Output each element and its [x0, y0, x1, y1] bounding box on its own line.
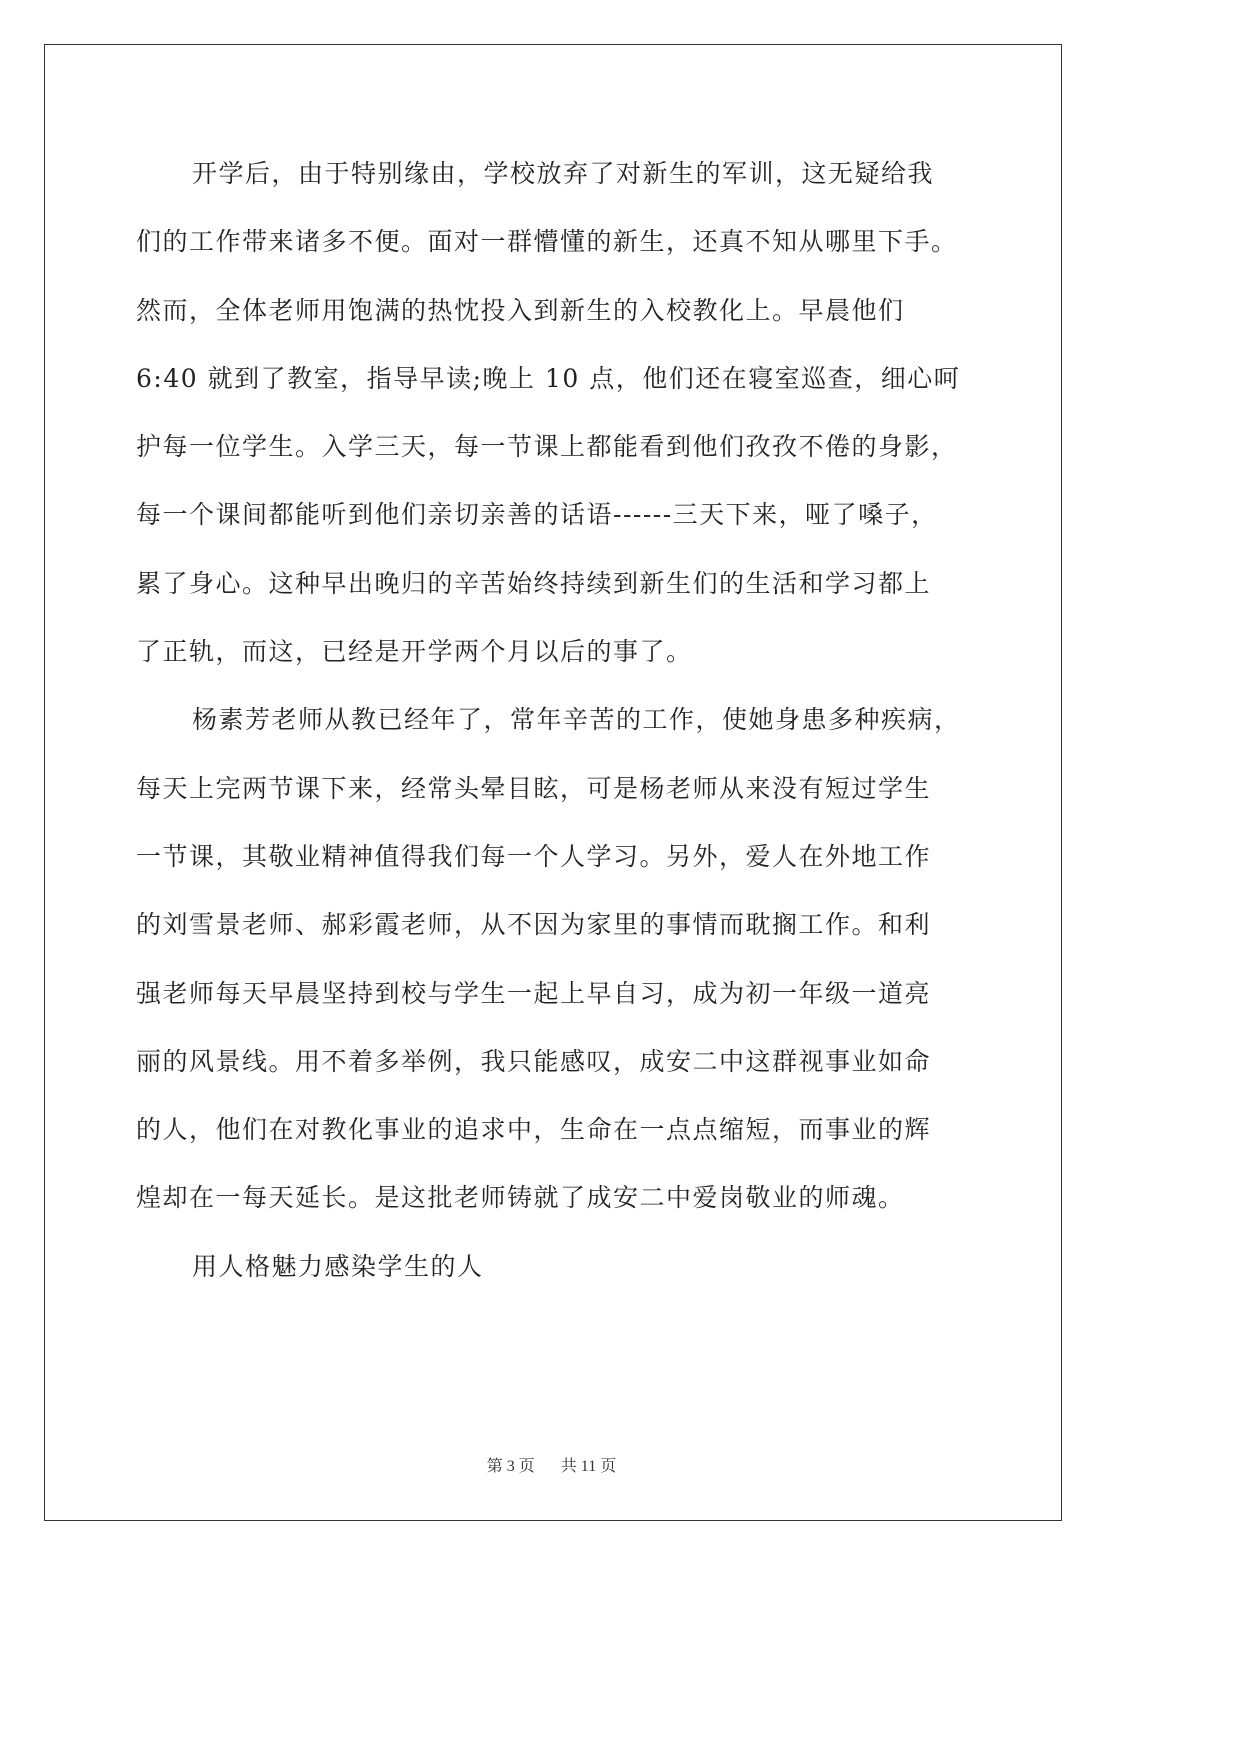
paragraph	[136, 686, 982, 1232]
text-line: 然而，全体老师用饱满的热忱投入到新生的入校教化上。早晨他们	[136, 295, 905, 325]
text-line: 强老师每天早晨坚持到校与学生一起上早自习，成为初一年级一道亮	[136, 978, 932, 1008]
text-line: 的刘雪景老师、郝彩霞老师，从不因为家里的事情而耽搁工作。和利	[136, 910, 932, 940]
text-line: 们的工作带来诸多不便。面对一群懵懂的新生，还真不知从哪里下手。	[136, 227, 958, 257]
text-line: 丽的风景线。用不着多举例，我只能感叹，成安二中这群视事业如命	[136, 1046, 932, 1076]
text-line: 的人，他们在对教化事业的追求中，生命在一点点缩短，而事业的辉	[136, 1115, 932, 1145]
page-number-current: 第 3 页	[486, 1458, 535, 1475]
section-heading: 用人格魅力感染学生的人	[192, 1251, 484, 1281]
text-line: 开学后，由于特别缘由，学校放弃了对新生的军训，这无疑给我	[192, 159, 935, 188]
page-number-total: 共 11 页	[560, 1458, 617, 1475]
page-footer	[0, 1453, 1103, 1476]
text-line: 护每一位学生。入学三天，每一节课上都能看到他们孜孜不倦的身影，	[136, 432, 958, 462]
text-line: 煌却在一每天延长。是这批老师铸就了成安二中爱岗敬业的师魂。	[136, 1183, 905, 1213]
paragraph	[136, 140, 982, 686]
paragraph	[136, 1233, 982, 1301]
text-line: 杨素芳老师从教已经年了，常年辛苦的工作，使她身患多种疾病，	[192, 705, 961, 735]
text-line: 每天上完两节课下来，经常头晕目眩，可是杨老师从来没有短过学生	[136, 773, 932, 803]
text-line: 每一个课间都能听到他们亲切亲善的话语------三天下来，哑了嗓子，	[136, 500, 938, 530]
document-body	[136, 140, 982, 1301]
text-line: 一节课，其敬业精神值得我们每一个人学习。另外，爱人在外地工作	[136, 841, 932, 871]
text-line: 了正轨，而这，已经是开学两个月以后的事了。	[136, 637, 693, 667]
text-line: 累了身心。这种早出晚归的辛苦始终持续到新生们的生活和学习都上	[136, 568, 932, 598]
text-line: 6:40 就到了教室，指导早读;晚上 10 点，他们还在寝室巡查，细心呵	[136, 363, 961, 393]
